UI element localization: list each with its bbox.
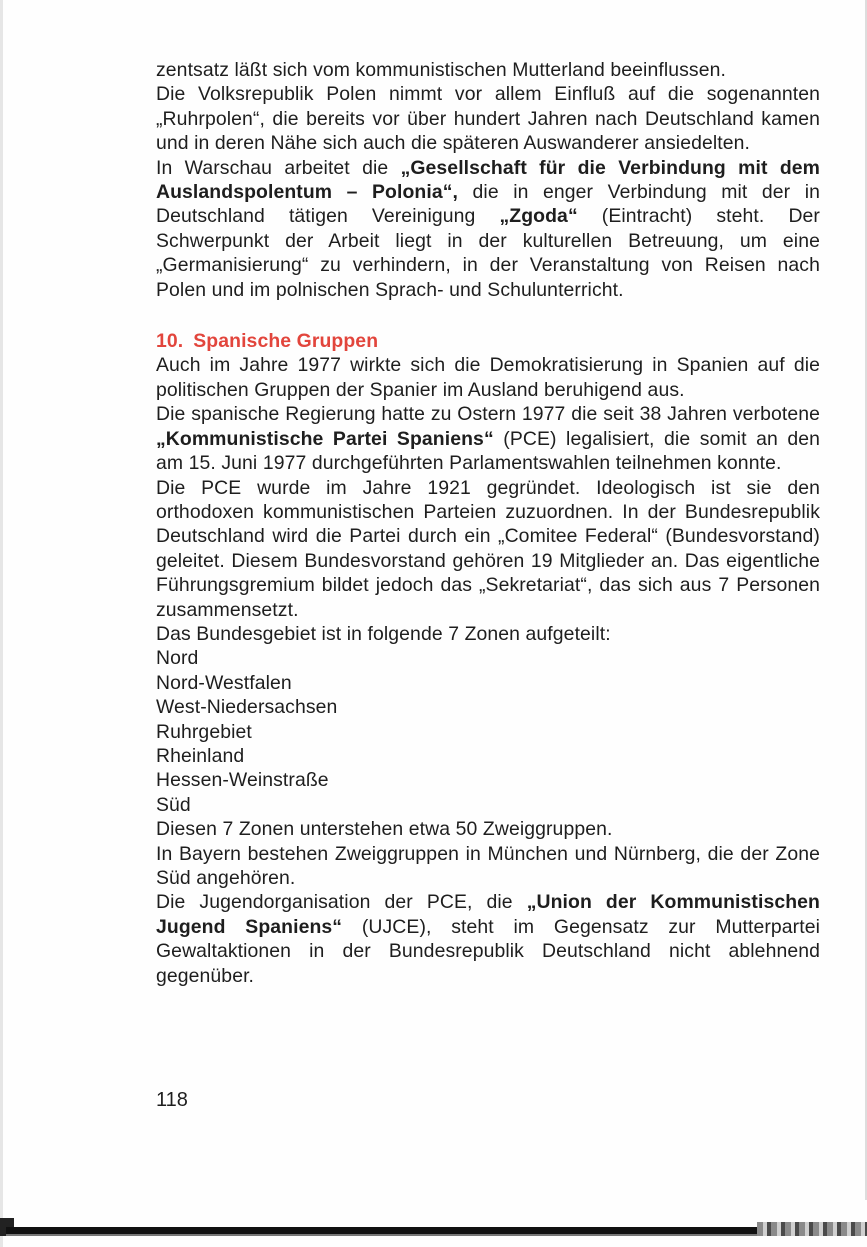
- text-run: (UJCE), steht im Gegensatz zur Mutterpartei Gewaltaktionen in der Bundesrepublik Deutschland nicht ablehnend gegenüber.: [156, 915, 820, 987]
- paragraph-ujce: [156, 890, 820, 988]
- paragraph-demokratisierung: Auch im Jahre 1977 wirkte sich die Demokratisierung in Spanien auf die politischen Gruppen der Spanier im Ausland beruhigend aus.: [156, 354, 820, 401]
- paragraph-ruhrpolen: Die Volksrepublik Polen nimmt vor allem Einfluß auf die sogenannten „Ruhrpolen“, die bereits vor über hundert Jahren nach Deutschland kamen und in deren Nähe sich auch die späteren Auswanderer ansiedelten.: [156, 83, 820, 155]
- zone-item: Nord: [156, 647, 199, 670]
- section-heading: [156, 329, 820, 353]
- text-run: (Eintracht) steht. Der Schwerpunkt der Arbeit liegt in der kulturellen Betreuung, um eine „Germanisierung“ zu verhindern, in der Veranstaltung von Reisen nach Polen und im polnischen Sprach- und Schulunterricht.: [156, 205, 820, 301]
- text-run: In Warschau arbeitet die: [156, 156, 401, 179]
- paragraph-bayern: In Bayern bestehen Zweiggruppen in München und Nürnberg, die der Zone Süd angehören.: [156, 842, 820, 889]
- bold-name-polonia: „Gesellschaft für die Verbindung mit dem Auslandspolentum – Polonia“,: [156, 156, 821, 204]
- scan-left-edge: [0, 0, 3, 1247]
- text-run: (PCE) legalisiert, die somit an den am 15. Juni 1977 durchgeführten Parlamentswahlen teilnehmen konnte.: [156, 427, 820, 475]
- paragraph-zweiggruppen: Diesen 7 Zonen unterstehen etwa 50 Zweiggruppen.: [156, 818, 613, 841]
- zone-item: Ruhrgebiet: [156, 720, 252, 743]
- section-title: Spanische Gruppen: [193, 330, 379, 353]
- bold-name-zgoda: „Zgoda“: [499, 205, 578, 228]
- zone-item: Süd: [156, 793, 191, 816]
- paragraph-pce-legalisiert: [156, 402, 820, 475]
- zone-item: West-Niedersachsen: [156, 696, 338, 719]
- scan-bottom-right-artifact: [757, 1222, 867, 1236]
- zone-item: Rheinland: [156, 744, 245, 767]
- zones-intro: Das Bundesgebiet ist in folgende 7 Zonen aufgeteilt:: [156, 622, 611, 645]
- paragraph-pce-gruendung: Die PCE wurde im Jahre 1921 gegründet. Ideologisch ist sie den orthodoxen kommunistischen Parteien zuzuordnen. In der Bundesrepublik Deutschland wird die Partei durch ein „Comitee Federal“ (Bundesvorstand) geleitet. Diesem Bundesvorstand gehören 19 Mitglieder an. Das eigentliche Führungsgremium bildet jedoch das „Sekretariat“, das sich aus 7 Personen zusammensetzt.: [156, 476, 820, 621]
- scan-bottom-bar: [6, 1227, 867, 1234]
- zone-item: Nord-Westfalen: [156, 671, 292, 694]
- paragraph-mutterland: zentsatz läßt sich vom kommunistischen Mutterland beeinflussen.: [156, 59, 726, 81]
- body-text: [156, 58, 820, 988]
- text-run: Die Jugendorganisation der PCE, die: [156, 891, 527, 914]
- zone-item: Hessen-Weinstraße: [156, 769, 329, 792]
- text-run: die in enger Verbindung mit der in Deutschland tätigen Vereinigung: [156, 181, 820, 228]
- paragraph-warschau: [156, 156, 820, 302]
- text-run: Die spanische Regierung hatte zu Ostern 1977 die seit 38 Jahren verbotene: [156, 403, 820, 426]
- bold-name-ujce: „Union der Kommunistischen Jugend Spaniens“: [156, 891, 820, 938]
- page-number: 118: [156, 1089, 188, 1111]
- bold-name-pce: „Kommunistische Partei Spaniens“: [156, 427, 494, 450]
- section-number: 10.: [156, 330, 184, 353]
- scan-bottom-shadow: [6, 1234, 867, 1236]
